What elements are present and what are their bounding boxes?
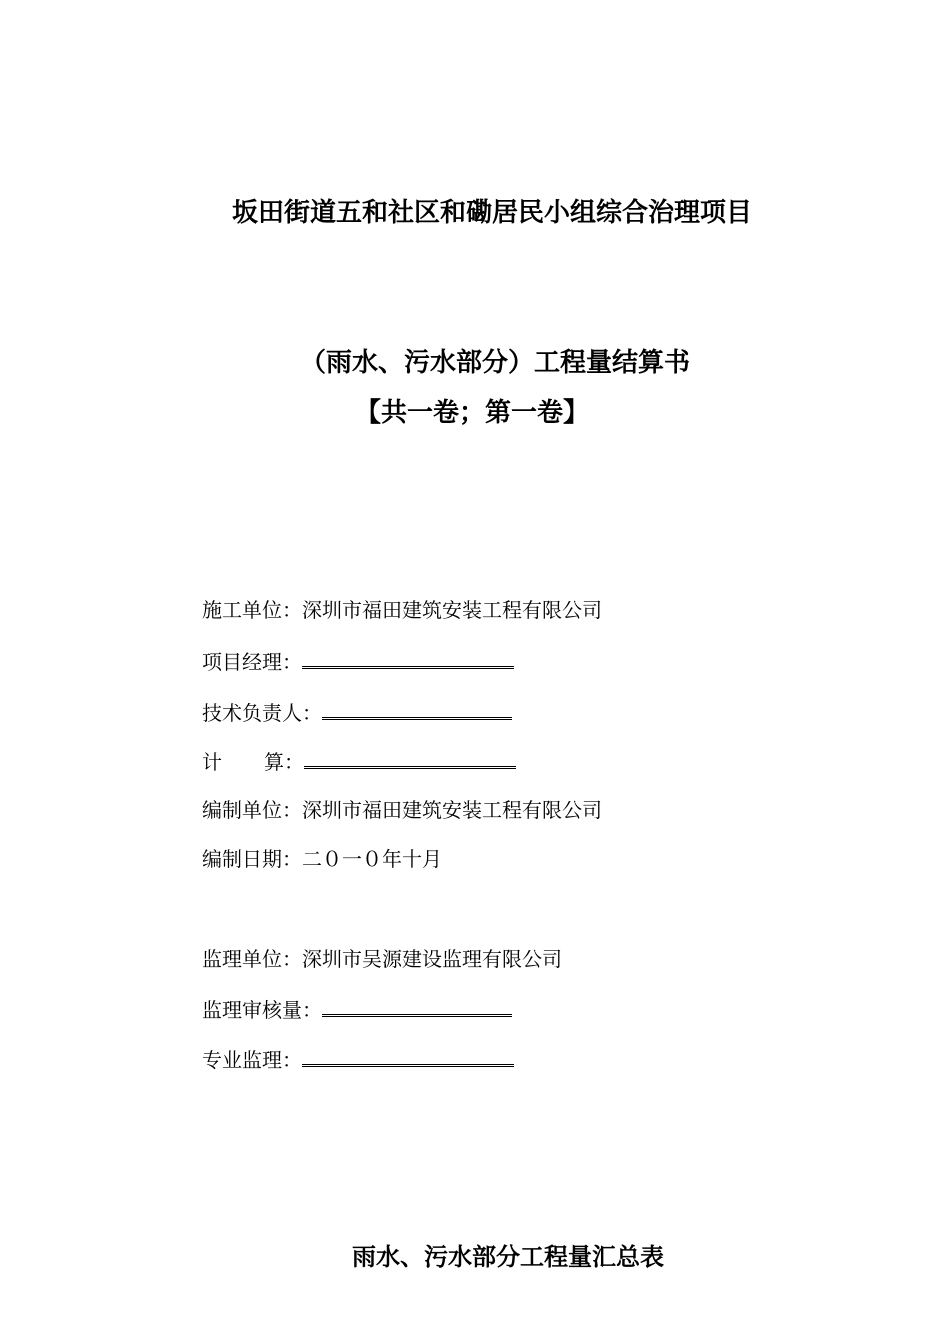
contractor-label: 施工单位：	[202, 598, 302, 622]
specialist-supervisor-row	[202, 1046, 514, 1074]
supervision-review-signature-line	[322, 996, 512, 1017]
specialist-supervisor-signature-line	[302, 1046, 514, 1067]
specialist-supervisor-label: 专业监理：	[202, 1048, 302, 1072]
tech-lead-signature-line	[322, 699, 512, 720]
calculation-label-second: 算：	[264, 750, 304, 774]
compiler-label: 编制单位：	[202, 798, 302, 822]
calculation-signature-line	[304, 748, 516, 769]
contractor-value: 深圳市福田建筑安装工程有限公司	[302, 598, 602, 622]
supervision-review-label: 监理审核量：	[202, 998, 322, 1022]
compiler-value: 深圳市福田建筑安装工程有限公司	[302, 798, 602, 822]
document-subtitle: （雨水、污水部分）工程量结算书	[300, 348, 691, 378]
contractor-row	[202, 596, 602, 624]
tech-lead-label: 技术负责人：	[202, 701, 322, 725]
project-manager-label: 项目经理：	[202, 650, 302, 674]
project-manager-row	[202, 648, 514, 676]
calculation-label-first: 计	[202, 750, 222, 774]
supervisor-row	[202, 945, 562, 973]
calculation-row	[202, 748, 516, 776]
supervisor-label: 监理单位：	[202, 947, 302, 971]
summary-table-title: 雨水、污水部分工程量汇总表	[352, 1243, 664, 1271]
volume-label: 【共一卷；第一卷】	[355, 398, 590, 428]
supervision-review-row	[202, 996, 512, 1024]
compile-date-label: 编制日期：	[202, 847, 302, 871]
compile-date-row	[202, 845, 442, 873]
compile-date-value: 二０一０年十月	[302, 847, 442, 871]
supervisor-value: 深圳市吴源建设监理有限公司	[302, 947, 562, 971]
compiler-row	[202, 796, 602, 824]
document-title: 坂田街道五和社区和磡居民小组综合治理项目	[232, 198, 753, 228]
tech-lead-row	[202, 699, 512, 727]
project-manager-signature-line	[302, 648, 514, 669]
